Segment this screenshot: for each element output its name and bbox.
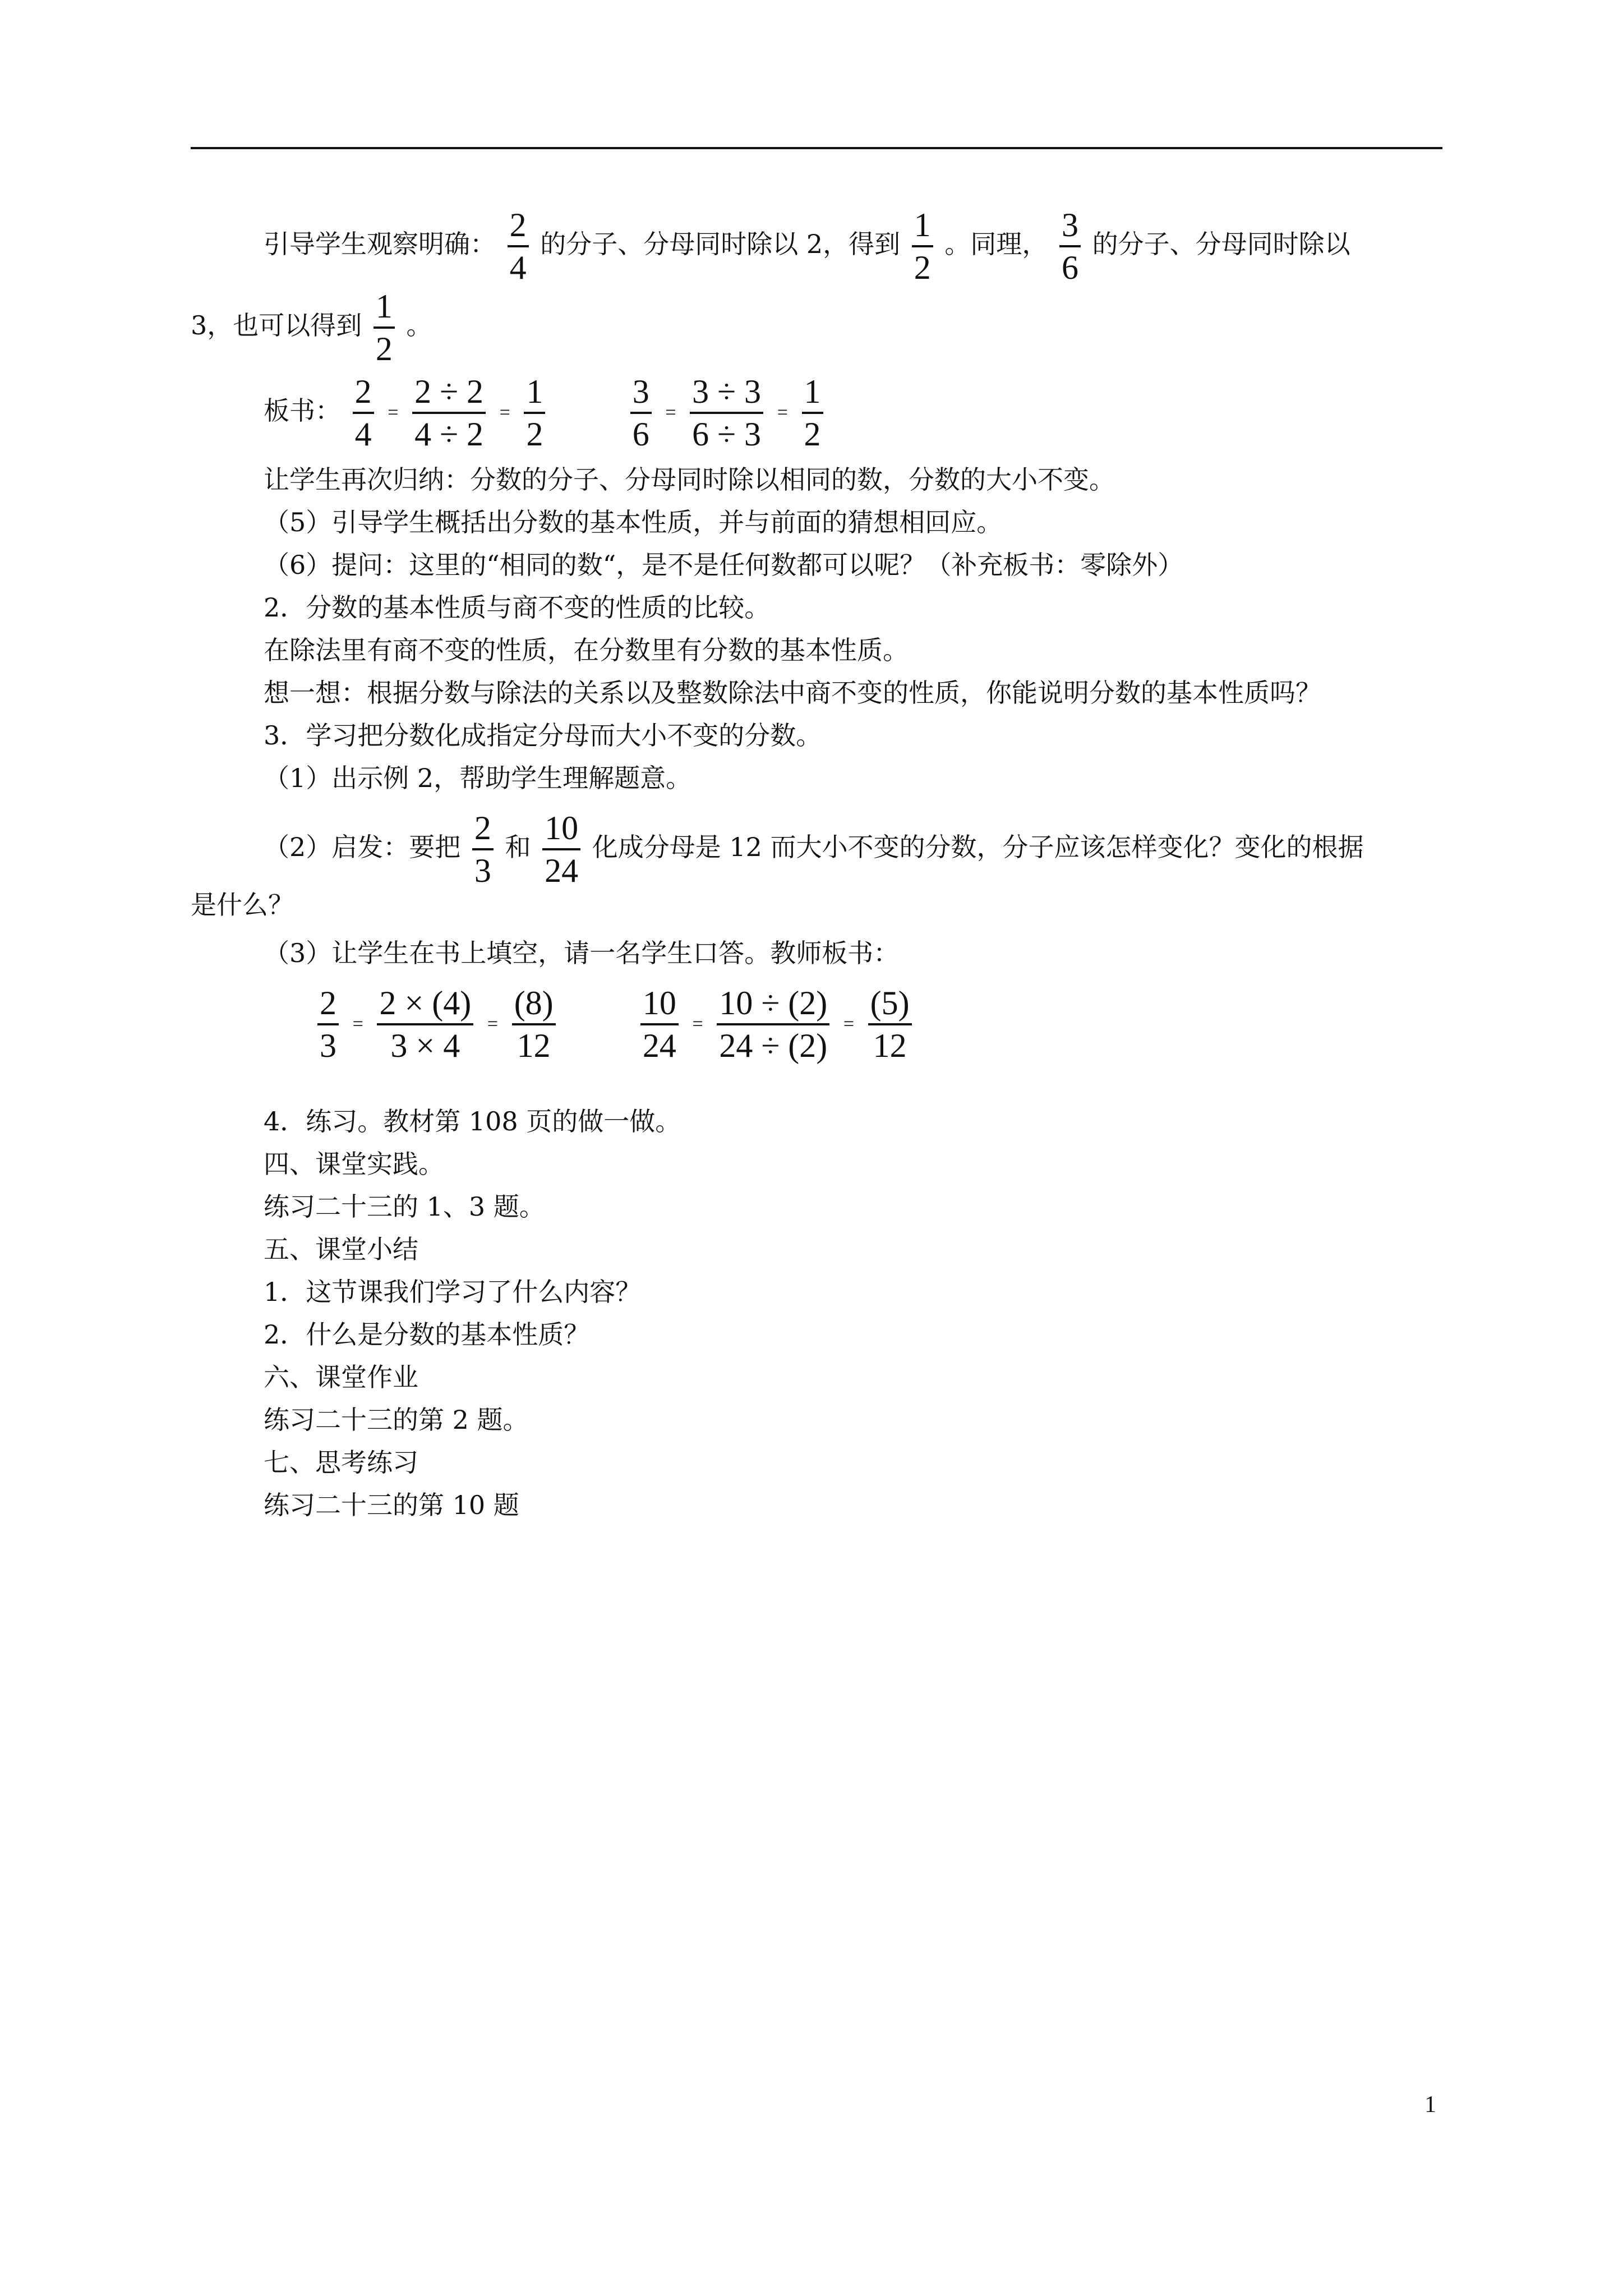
text-line: 2．什么是分数的基本性质？: [264, 1319, 590, 1350]
numerator: (8): [512, 983, 556, 1025]
numerator: 2: [508, 205, 529, 247]
text-segment: 和: [505, 832, 531, 862]
fraction: [377, 983, 473, 1066]
text-line: 想一想：根据分数与除法的关系以及整数除法中商不变的性质，你能说明分数的基本性质吗？: [264, 678, 1321, 708]
denominator: 12: [517, 1027, 551, 1064]
board-writing-2: [314, 983, 915, 1066]
fraction: [717, 983, 829, 1066]
denominator: 2: [914, 249, 931, 286]
text-line: 练习二十三的 1、3 题。: [264, 1191, 545, 1222]
text-line: 1．这节课我们学习了什么内容？: [264, 1277, 642, 1307]
text-line: 练习二十三的第 10 题: [264, 1490, 519, 1520]
numerator: 1: [802, 371, 823, 414]
denominator: 4: [509, 249, 527, 286]
text-segment: 的分子、分母同时除以: [1092, 229, 1350, 259]
fraction: [524, 371, 545, 454]
header-rule: [191, 147, 1442, 149]
denominator: 4: [354, 416, 372, 453]
fraction-1-2: [374, 286, 395, 369]
denominator: 24: [545, 852, 579, 889]
equals-sign: =: [843, 1014, 855, 1034]
fraction: [353, 371, 374, 454]
numerator: 3 ÷ 3: [690, 371, 763, 414]
text-line: （3）让学生在书上填空，请一名学生口答。教师板书：: [264, 938, 900, 968]
denominator: 2: [375, 330, 393, 367]
fraction: [412, 371, 486, 454]
fraction-2-3: [472, 808, 494, 891]
fraction: [317, 983, 339, 1066]
text-line: （1）出示例 2，帮助学生理解题意。: [264, 763, 692, 793]
text-segment: 化成分母是 12 而大小不变的分数，分子应该怎样变化？变化的根据: [592, 832, 1364, 862]
fraction-3-6: [1059, 205, 1081, 288]
denominator: 4 ÷ 2: [414, 416, 483, 453]
fraction: [640, 983, 679, 1066]
equals-sign: =: [777, 402, 788, 423]
denominator: 3: [474, 852, 491, 889]
denominator: 12: [873, 1027, 907, 1064]
numerator: 3: [1059, 205, 1081, 247]
page-number: 1: [1424, 2092, 1436, 2118]
numerator: 2: [353, 371, 374, 414]
numerator: 10: [640, 983, 679, 1025]
denominator: 6 ÷ 3: [692, 416, 762, 453]
denominator: 24: [642, 1027, 676, 1064]
text-line: 在除法里有商不变的性质，在分数里有分数的基本性质。: [264, 635, 909, 665]
denominator: 2: [526, 416, 543, 453]
text-line: 3．学习把分数化成指定分母而大小不变的分数。: [264, 720, 822, 751]
denominator: 24 ÷ (2): [719, 1027, 828, 1064]
fraction: [512, 983, 556, 1066]
text-segment: 。: [406, 310, 432, 341]
fraction-2-4: [508, 205, 529, 288]
denominator: 3: [320, 1027, 336, 1064]
fraction-10-24: [542, 808, 580, 891]
equals-sign: =: [352, 1014, 363, 1034]
denominator: 6: [632, 416, 649, 453]
paragraph-observe-line2: [191, 286, 432, 369]
numerator: 1: [374, 286, 395, 329]
text-line: 是什么？: [191, 890, 294, 920]
section-heading: 六、课堂作业: [264, 1362, 418, 1392]
text-segment: 3，也可以得到: [191, 310, 362, 341]
numerator: 1: [912, 205, 933, 247]
section-heading: 四、课堂实践。: [264, 1149, 444, 1179]
numerator: 2: [317, 983, 339, 1025]
numerator: 3: [630, 371, 652, 414]
denominator: 2: [804, 416, 821, 453]
numerator: 2 ÷ 2: [412, 371, 486, 414]
fraction: [630, 371, 652, 454]
denominator: 6: [1062, 249, 1079, 286]
text-line: （6）提问：这里的“相同的数“，是不是任何数都可以呢？（补充板书：零除外）: [264, 550, 1184, 580]
equals-sign: =: [388, 402, 399, 423]
section-heading: 五、课堂小结: [264, 1234, 418, 1264]
text-line: 2．分数的基本性质与商不变的性质的比较。: [264, 592, 771, 623]
fraction-1-2: [912, 205, 933, 288]
numerator: 10: [542, 808, 580, 850]
paragraph-hint-line1: [264, 808, 1364, 891]
equals-sign: =: [499, 402, 510, 423]
equals-sign: =: [487, 1014, 499, 1034]
equals-sign: =: [665, 402, 676, 423]
numerator: 2 × (4): [377, 983, 473, 1025]
numerator: 1: [524, 371, 545, 414]
numerator: 2: [472, 808, 494, 850]
paragraph-observe-line1: [264, 205, 1350, 288]
board-label: 板书：: [264, 395, 341, 426]
text-line: 4．练习。教材第 108 页的做一做。: [264, 1106, 681, 1137]
text-segment: （2）启发：要把: [264, 832, 461, 862]
board-writing-1: [264, 371, 827, 454]
text-segment: 引导学生观察明确：: [264, 229, 496, 259]
numerator: (5): [868, 983, 912, 1025]
text-line: （5）引导学生概括出分数的基本性质，并与前面的猜想相回应。: [264, 507, 1003, 537]
text-segment: 。同理，: [944, 229, 1048, 259]
fraction: [802, 371, 823, 454]
text-segment: 的分子、分母同时除以 2，得到: [540, 229, 901, 259]
text-line: 让学生再次归纳：分数的分子、分母同时除以相同的数，分数的大小不变。: [264, 464, 1115, 495]
equals-sign: =: [692, 1014, 703, 1034]
text-line: 练习二十三的第 2 题。: [264, 1405, 529, 1435]
section-heading: 七、思考练习: [264, 1447, 418, 1478]
denominator: 3 × 4: [390, 1027, 460, 1064]
fraction: [868, 983, 912, 1066]
fraction: [690, 371, 763, 454]
numerator: 10 ÷ (2): [717, 983, 829, 1025]
